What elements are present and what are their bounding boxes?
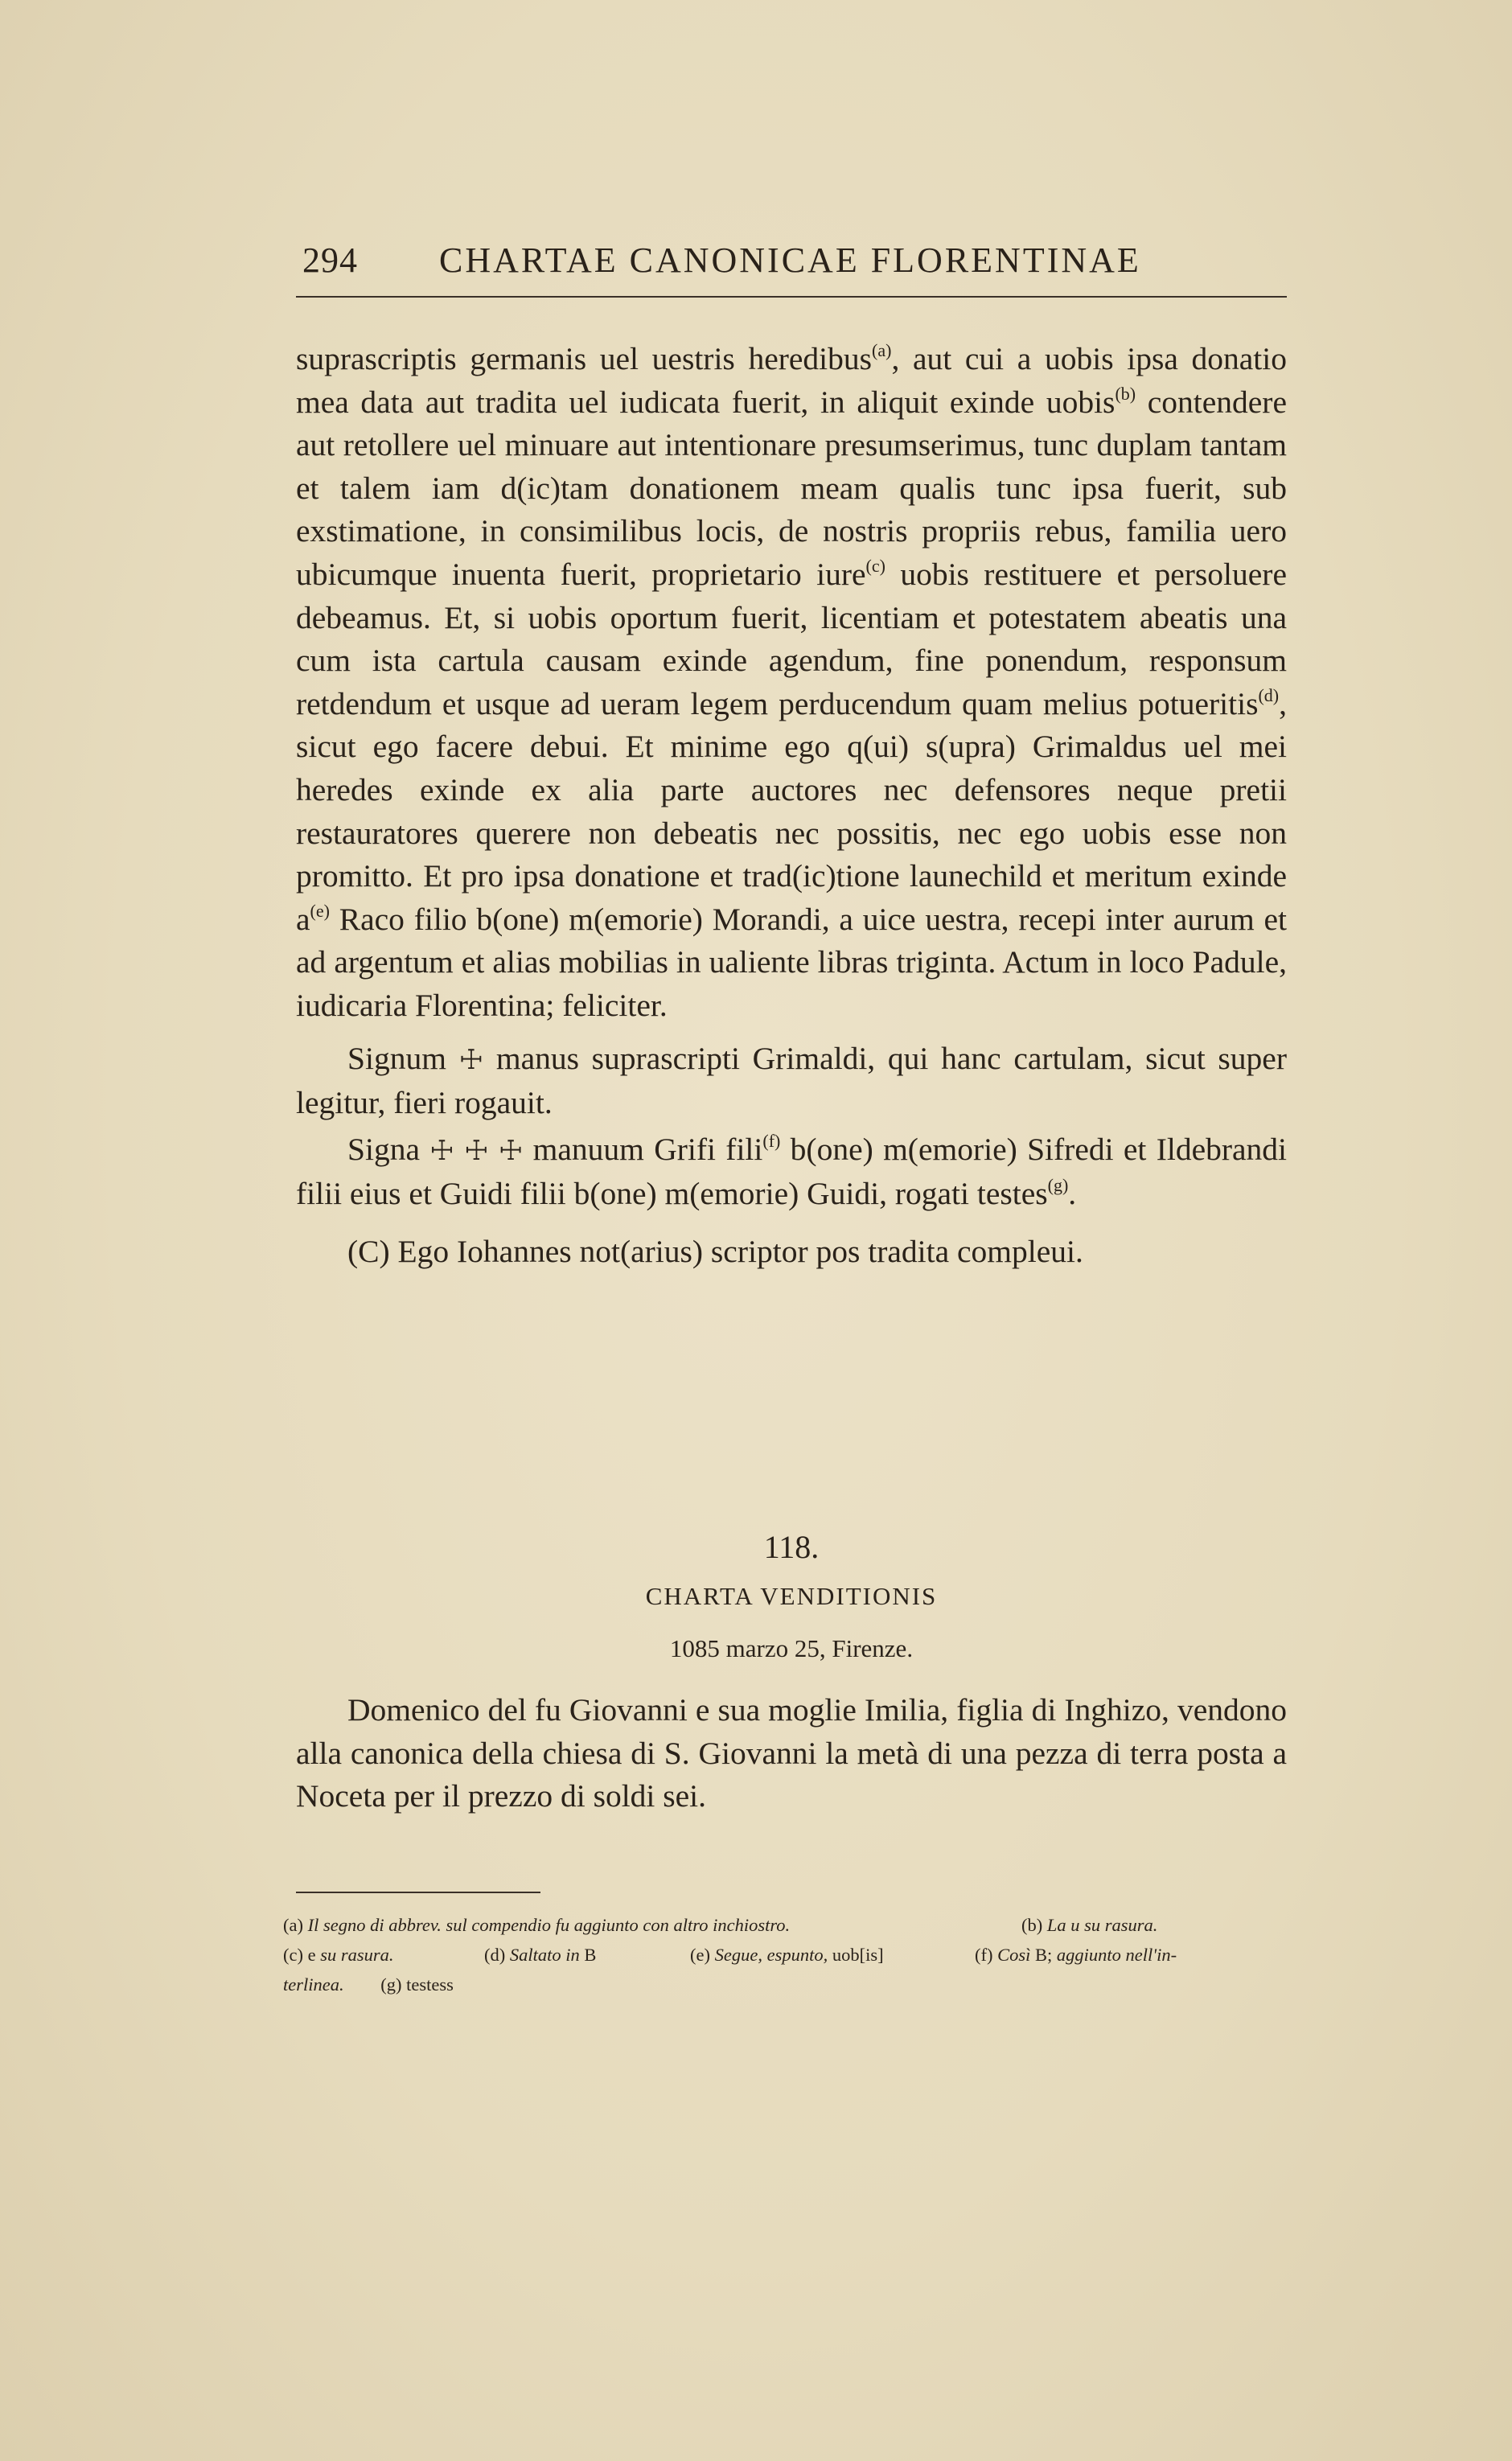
- charter-text: [296, 338, 1287, 1273]
- main-paragraph: suprascriptis germanis uel uestris heredibus$^{(a)}$, aut cui a uobis ipsa donatio mea data aut tradita uel iudicata fuerit, in aliquit exinde uobis$^{(b)}$ contendere aut retollere uel minuare aut intentionare presumserimus, tunc duplam tantam et talem iam d(ic)tam donationem meam qualis tunc ipsa fuerit, sub exstimatione, in consimilibus locis, de nostris propriis rebus, familia uero ubicumque inuenta fuerit, proprietario iure$^{(c)}$ uobis restituere et persoluere debeamus. Et, si uobis oportum fuerit, licentiam et potestatem abeatis una cum ista cartula causam exinde agendum, fine ponendum, responsum retdendum et usque ad ueram legem perducendum quam melius potueritis$^{(d)}$, sicut ego facere debui. Et minime ego q(ui) s(upra) Grimaldus uel mei heredes exinde ex alia parte auctores nec defensores neque pretii restauratores querere non debeatis nec possitis, nec ego uobis esse non promitto. Et pro ipsa donatione et trad(ic)tione launechild et meritum exinde $a^{(e)}$ Raco filio b(one) m(emorie) Morandi, a uice uestra, recepi inter aurum et ad argentum et alias mobilias in ualiente libras triginta. Actum in loco Padule, iudicaria Florentina; feliciter.: [296, 340, 1288, 1023]
- note-marker-a: (a): [872, 340, 892, 360]
- cross-sign-icon: ☩: [498, 1136, 524, 1166]
- footnote-b: (b) La u su rasura.: [1021, 1915, 1158, 1935]
- running-head: [296, 232, 1287, 298]
- footnote-c: (c) e su rasura.: [283, 1945, 394, 1965]
- footnote-e: (e) Segue, espunto, uob[is]: [690, 1945, 884, 1965]
- footnote-d: (d) Saltato in B: [484, 1945, 597, 1965]
- cross-sign-icon: ☩: [429, 1136, 454, 1166]
- charter-number: 118.: [763, 1529, 820, 1565]
- footnote-a: (a) Il segno di abbrev. sul compendio fu aggiunto con altro inchiostro.: [283, 1915, 791, 1935]
- cross-sign-icon: ☩: [464, 1136, 489, 1166]
- note-marker-g: (g): [1047, 1175, 1069, 1196]
- page-number: 294: [302, 240, 358, 280]
- charter-summary-block: [296, 1689, 1287, 1818]
- charter-date: 1085 marzo 25, Firenze.: [669, 1634, 914, 1662]
- note-marker-b: (b): [1115, 383, 1136, 404]
- footnote-f: (f) Così B; aggiunto nell'in-: [975, 1945, 1177, 1965]
- note-marker-e: (e): [310, 900, 330, 921]
- running-title: CHARTAE CANONICAE FLORENTINAE: [439, 240, 1141, 280]
- note-marker-d: (d): [1258, 684, 1280, 705]
- footnote-g: (g) testess: [380, 1974, 454, 1995]
- signa-paragraph: Signa ☩ ☩ ☩ manuum Grifi fili$^{(f)}$ b(one) m(emorie) Sifredi et Ildebrandi filii eius et Guidi filii b(one) m(emorie) Guidi, rogati testes$^{(g)}$.: [296, 1130, 1288, 1212]
- note-marker-c: (c): [865, 555, 885, 576]
- footnotes: [283, 1910, 1288, 1999]
- notary-subscription: (C) Ego Iohannes not(arius) scriptor pos tradita compleui.: [347, 1233, 1083, 1269]
- cross-sign-icon: ☩: [458, 1045, 484, 1075]
- signum-paragraph: Signum ☩ manus suprascripti Grimaldi, qui hanc cartulam, sicut super legitur, fieri rogauit.: [296, 1040, 1287, 1121]
- footnote-divider: [296, 1892, 540, 1893]
- charter-summary: Domenico del fu Giovanni e sua moglie Imilia, figlia di Inghizo, vendono alla canonica della chiesa di S. Giovanni la metà di una pezza di terra posta a Noceta per il prezzo di soldi sei.: [296, 1692, 1287, 1814]
- charter-title: CHARTA VENDITIONIS: [645, 1582, 938, 1610]
- note-marker-f: (f): [762, 1130, 781, 1151]
- footnote-f-continuation: terlinea.: [283, 1974, 344, 1995]
